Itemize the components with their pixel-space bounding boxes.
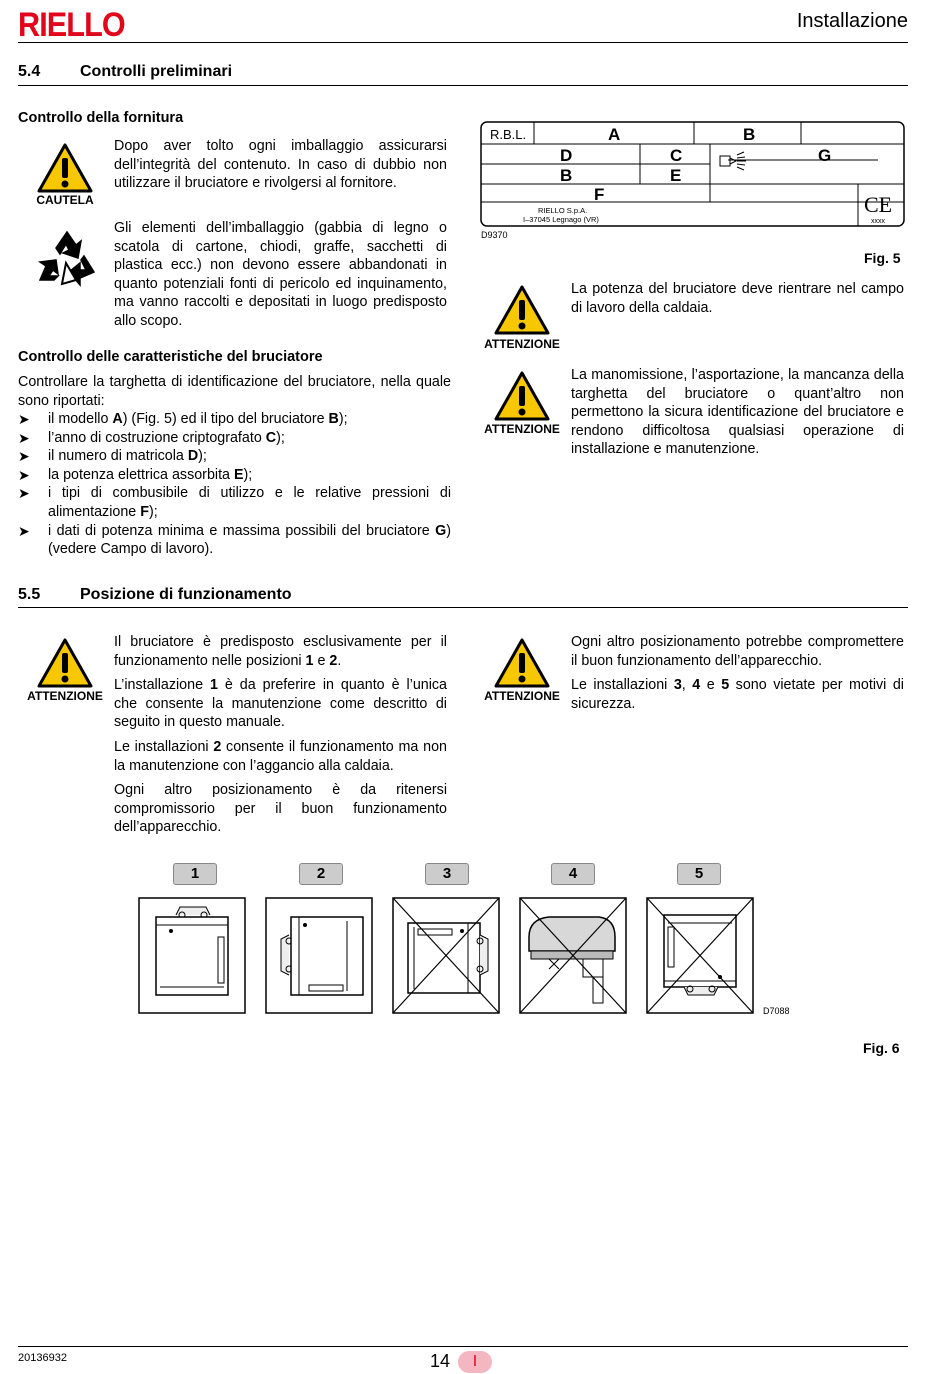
paragraph: Le installazioni 2 consente il funzionamento ma non la manutenzione con l’aggancio alla caldaia. [114,738,447,774]
document-code: 20136932 [18,1352,67,1364]
recycle-icon [36,228,98,288]
page-title: Installazione [796,10,908,32]
plate-letter-c: C [670,146,683,165]
attention-warning-icon [493,370,551,422]
plate-rbl: R.B.L. [490,127,527,142]
position-3-label: 3 [425,863,469,885]
position-text-left [114,633,447,843]
plate-maker: RIELLO S.p.A. [538,206,588,215]
characteristics-list [18,410,451,559]
identification-plate-figure [478,120,908,245]
attention-warning-icon [36,637,94,689]
attention-label: ATTENZIONE [484,689,560,703]
position-5-label: 5 [677,863,721,885]
arrow-bullet-icon: ➤ [18,522,30,539]
position-text-right [571,633,904,719]
arrow-bullet-icon: ➤ [18,485,30,502]
plate-letter-g: G [818,146,832,165]
list-item: ➤ la potenza elettrica assorbita E); [18,466,253,483]
plate-code: D9370 [481,230,508,240]
recycle-text: Gli elementi dell’imballaggio (gabbia di legno o scatola di cartone, chiodi, graffe, sacchetti di plastica ecc.) non devono essere abbandonati in quanto potenziali fonti di pericolo ed inquinamento, ma vanno raccolti e depositati in luogo predisposto allo scopo. [114,220,447,329]
position-2-label: 2 [299,863,343,885]
page-number: 14 [430,1351,451,1371]
position-5-diagram [646,897,754,1014]
position-1-label: 1 [173,863,217,885]
list-item: ➤ i dati di potenza minima e massima possibili del bruciatore G) (vedere Campo di lavoro). [18,522,451,558]
attention-label: ATTENZIONE [484,422,560,436]
attention-label: ATTENZIONE [484,337,560,351]
position-4-diagram [519,897,627,1014]
plate-letter-f: F [594,185,605,204]
plate-letter-d: D [560,146,573,165]
attention-text-plate: La manomissione, l’asportazione, la mancanza della targhetta del bruciatore o quant’altro non permettono la sicura identificazione del bruciatore e rendono difficoltosa qualsiasi operazione di installazione e manutenzione. [571,367,904,458]
ce-mark-icon: CE [864,192,893,217]
supply-subheading: Controllo della fornitura [18,110,184,126]
paragraph: Il bruciatore è predisposto esclusivamente per il funzionamento nelle posizioni 1 e 2. [114,634,447,669]
list-item: ➤ il modello A) (Fig. 5) ed il tipo del bruciatore B); [18,411,348,427]
plate-letter-e: E [670,166,682,185]
fig-5-label: Fig. 5 [864,250,901,266]
section-rule [18,607,908,608]
section-5-4-heading: 5.4 Controlli preliminari [18,63,233,80]
position-4-label: 4 [551,863,595,885]
position-2-diagram [265,897,373,1014]
position-1-diagram [138,897,246,1014]
header-rule [18,42,908,43]
paragraph: L’installazione 1 è da preferire in quanto è l’unica che consente la manutenzione come descritto di seguito in questo manuale. [114,677,448,731]
fig-6-label: Fig. 6 [863,1040,900,1056]
arrow-bullet-icon: ➤ [18,429,30,446]
riello-logo: RIELLO [18,6,125,44]
paragraph: Ogni altro posizionamento potrebbe compromettere il buon funzionamento dell’apparecchio. [571,634,904,669]
characteristics-subheading: Controllo delle caratteristiche del bruciatore [18,349,323,365]
section-rule [18,85,908,86]
caution-label: CAUTELA [36,193,94,207]
caution-text: Dopo aver tolto ogni imballaggio assicurarsi dell’integrità del contenuto. In caso di dubbio non utilizzare il bruciatore e rivolgersi al fornitore. [114,138,447,192]
attention-text-power: La potenza del bruciatore deve rientrare nel campo di lavoro della caldaia. [571,281,904,316]
caution-warning-icon [36,142,94,194]
characteristics-intro: Controllare la targhetta di identificazione del bruciatore, nella quale sono riportati: [18,374,451,409]
list-item: ➤ l’anno di costruzione criptografato C); [18,429,285,446]
plate-address: I–37045 Legnago (VR) [523,215,599,224]
fig-6-code: D7088 [763,1006,790,1016]
paragraph: Ogni altro posizionamento è da ritenersi compromissorio per il buon funzionamento dell’apparecchio. [114,782,447,836]
position-3-diagram [392,897,500,1014]
attention-label: ATTENZIONE [27,689,103,703]
attention-warning-icon [493,637,551,689]
plate-letter-b2: B [560,166,573,185]
paragraph: Le installazioni 3, 4 e 5 sono vietate per motivi di sicurezza. [571,677,904,712]
section-5-5-heading: 5.5 Posizione di funzionamento [18,586,292,603]
footer-rule [18,1346,908,1347]
language-badge: I [458,1351,492,1373]
arrow-bullet-icon: ➤ [18,411,30,427]
list-item: ➤ i tipi di combusibile di utilizzo e le relative pressioni di alimentazione F); [18,485,451,520]
list-item: ➤ il numero di matricola D); [18,448,207,465]
plate-letter-b: B [743,125,756,144]
attention-warning-icon [493,284,551,336]
plate-serial: xxxx [871,218,885,225]
arrow-bullet-icon: ➤ [18,466,30,483]
arrow-bullet-icon: ➤ [18,448,30,465]
plate-letter-a: A [608,125,621,144]
